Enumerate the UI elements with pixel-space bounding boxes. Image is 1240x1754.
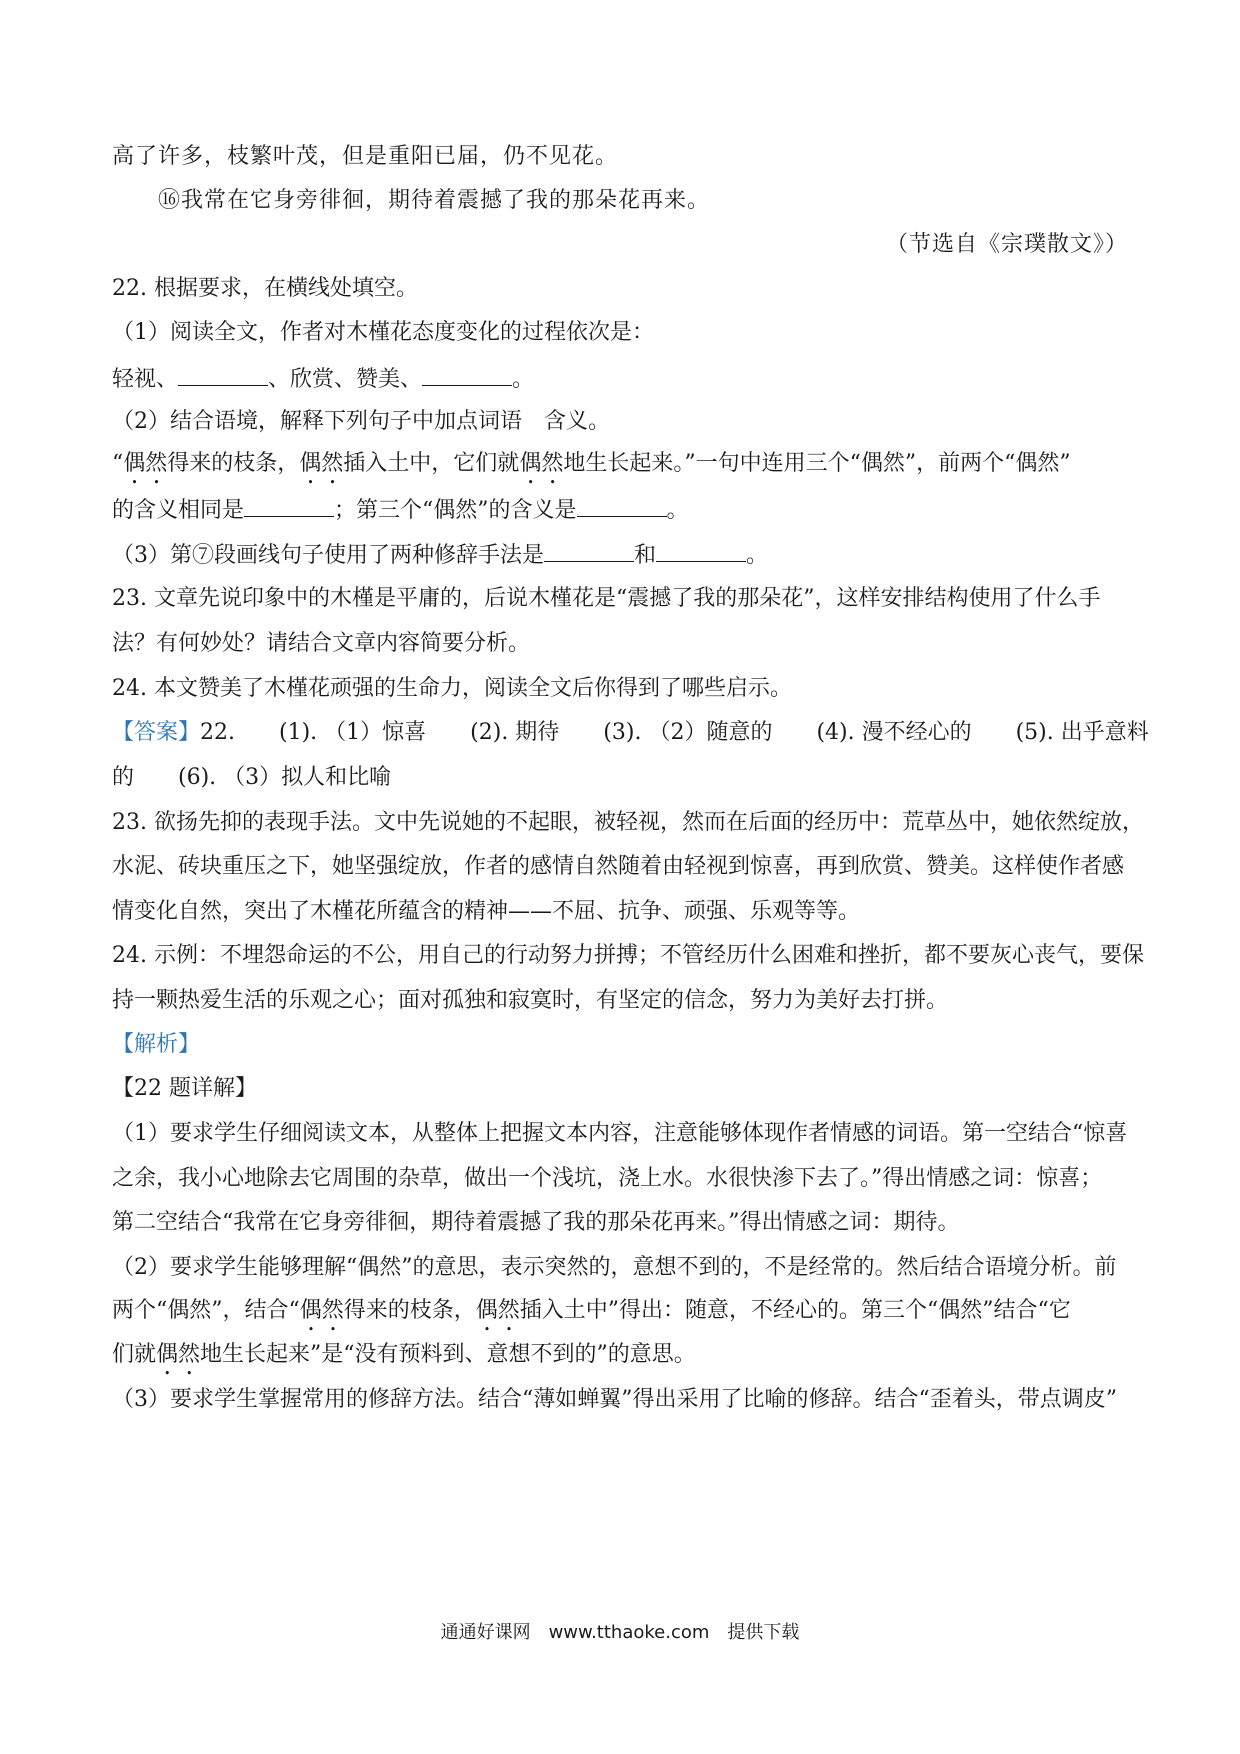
dotted-word: 偶然 <box>123 451 168 476</box>
dotted-word: 偶然 <box>475 1298 520 1323</box>
answer-label: 【答案】 <box>112 720 201 745</box>
dotted-word: 偶然 <box>156 1342 201 1367</box>
answer-blank <box>244 494 334 517</box>
text-fragment: 轻视、 <box>112 367 179 392</box>
analysis-paragraph: （2）要求学生能够理解“偶然”的意思，表示突然的，意想不到的，不是经常的。然后结合语境分析。前 <box>112 1255 1117 1280</box>
answer-blank <box>178 363 268 386</box>
answer-blank <box>544 539 634 562</box>
text-fragment: 插入土中，它们就 <box>343 451 520 476</box>
analysis-paragraph <box>112 1340 1140 1380</box>
question-22-title: 22. 根据要求，在横线处填空。 <box>112 276 418 301</box>
text-fragment: “ <box>112 451 124 476</box>
question-22-1-fill <box>112 363 1140 395</box>
text-fragment: （3）第⑦段画线句子使用了两种修辞手法是 <box>112 543 544 568</box>
text-fragment: 和 <box>634 543 657 568</box>
text-fragment: ；第三个“偶然”的含义是 <box>334 498 577 523</box>
text-fragment: 得来的枝条， <box>343 1298 476 1323</box>
answer-23: 23. 欲扬先抑的表现手法。文中先说她的不起眼，被轻视，然而在后面的经历中：荒草丛中，她依然绽放， <box>112 810 1144 835</box>
question-22-1: （1）阅读全文，作者对木槿花态度变化的过程依次是： <box>112 320 654 345</box>
answer-24: 24. 示例：不埋怨命运的不公，用自己的行动努力拼搏；不管经历什么困难和挫折，都不要灰心丧气，要保 <box>112 943 1144 968</box>
text-fragment: 、欣赏、赞美、 <box>268 367 423 392</box>
answer-line: 的 (6). （3）拟人和比喻 <box>112 765 392 790</box>
question-22-3 <box>112 539 1140 571</box>
text-fragment: 。 <box>512 367 535 392</box>
text-fragment: 22. (1). （1）惊喜 (2). 期待 (3). （2）随意的 (4). 漫不经心的 (5). 出乎意料 <box>200 720 1149 745</box>
text-fragment: 。 <box>746 543 769 568</box>
question-23: 法？有何妙处？请结合文章内容简要分析。 <box>112 631 531 656</box>
text-fragment: 两个“偶然”，结合“ <box>112 1298 300 1323</box>
text-fragment: 。 <box>666 498 689 523</box>
analysis-paragraph: 第二空结合“我常在它身旁徘徊，期待着震撼了我的那朵花再来。”得出情感之词：期待。 <box>112 1210 960 1235</box>
page-footer: 通通好课网 www.tthaoke.com 提供下载 <box>440 1622 800 1643</box>
analysis-paragraph: 之余，我小心地除去它周围的杂草，做出一个浅坑，浇上水。水很快渗下去了。”得出情感之词：惊喜； <box>112 1166 1103 1191</box>
text-fragment: 地生长起来。”一句中连用三个“偶然”，前两个“偶然” <box>563 451 1071 476</box>
analysis-paragraph: （3）要求学生掌握常用的修辞方法。结合“薄如蝉翼”得出采用了比喻的修辞。结合“歪着头，带点调皮” <box>112 1387 1117 1412</box>
story-line: ⑯我常在它身旁徘徊，期待着震撼了我的那朵花再来。 <box>158 188 711 213</box>
text-fragment: 地生长起来”是“没有预料到、意想不到的”的意思。 <box>200 1342 696 1367</box>
question-22-2-quote <box>112 449 1140 489</box>
text-fragment: 的含义相同是 <box>112 498 245 523</box>
analysis-paragraph <box>112 1296 1140 1336</box>
answer-line <box>112 718 1149 748</box>
text-fragment: 得来的枝条， <box>167 451 300 476</box>
analysis-paragraph: （1）要求学生仔细阅读文本，从整体上把握文本内容，注意能够体现作者情感的词语。第一空结合“惊喜 <box>112 1121 1128 1146</box>
answer-23: 情变化自然，突出了木槿花所蕴含的精神——不屈、抗争、顽强、乐观等等。 <box>112 899 861 924</box>
question-24: 24. 本文赞美了木槿花顽强的生命力，阅读全文后你得到了哪些启示。 <box>112 676 792 701</box>
dotted-word: 偶然 <box>299 451 344 476</box>
story-line: 高了许多，枝繁叶茂，但是重阳已届，仍不见花。 <box>112 144 619 169</box>
answer-blank <box>422 363 512 386</box>
text-fragment: 们就 <box>112 1342 157 1367</box>
analysis-label: 【解析】 <box>112 1032 201 1057</box>
analysis-detail-title: 【22 题详解】 <box>112 1076 257 1101</box>
question-22-2-fill <box>112 494 1140 526</box>
answer-blank <box>656 539 746 562</box>
answer-24: 持一颗热爱生活的乐观之心；面对孤独和寂寞时，有坚定的信念，努力为美好去打拼。 <box>112 988 949 1013</box>
dotted-word: 偶然 <box>519 451 564 476</box>
text-fragment: 插入土中”得出：随意，不经心的。第三个“偶然”结合“它 <box>519 1298 1071 1323</box>
question-23: 23. 文章先说印象中的木槿是平庸的，后说木槿花是“震撼了我的那朵花”，这样安排结构使用了什么手 <box>112 586 1101 611</box>
story-source: （节选自《宗璞散文》） <box>885 232 1128 257</box>
question-22-2: （2）结合语境，解释下列句子中加点词语 含义。 <box>112 409 610 434</box>
dotted-word: 偶然 <box>299 1298 344 1323</box>
answer-23: 水泥、砖块重压之下，她坚强绽放，作者的感情自然随着由轻视到惊喜，再到欣赏、赞美。这样使作者感 <box>112 854 1125 879</box>
answer-blank <box>577 494 667 517</box>
